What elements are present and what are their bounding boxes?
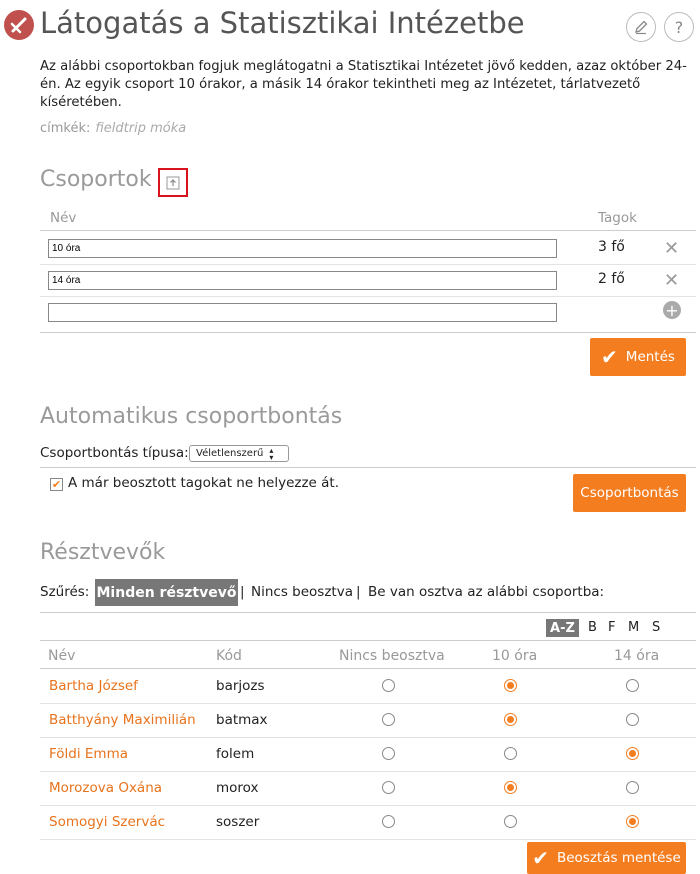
divider xyxy=(40,264,696,265)
radio-unassigned[interactable] xyxy=(382,713,395,726)
divider xyxy=(40,771,696,772)
page-title: Látogatás a Statisztikai Intézetbe xyxy=(40,6,525,40)
radio-group-14[interactable] xyxy=(626,747,639,760)
delete-group-icon[interactable]: ✕ xyxy=(664,238,680,259)
groups-col-name: Név xyxy=(50,210,77,226)
radio-group-14[interactable] xyxy=(626,713,639,726)
group-name-input-1[interactable] xyxy=(48,239,557,258)
divider xyxy=(40,612,696,613)
divider xyxy=(40,467,696,468)
divider xyxy=(40,230,696,231)
radio-group-10[interactable] xyxy=(504,781,517,794)
edit-button[interactable] xyxy=(626,12,656,42)
upload-icon xyxy=(166,176,180,190)
participant-code: folem xyxy=(216,746,255,762)
participant-name-link[interactable]: Somogyi Szervác xyxy=(49,814,166,830)
sort-az-button[interactable]: A-Z xyxy=(546,619,579,637)
radio-group-10[interactable] xyxy=(504,747,517,760)
new-group-input[interactable] xyxy=(48,303,557,322)
groups-col-members: Tagok xyxy=(598,210,637,226)
page-description: Az alábbi csoportokban fogjuk meglátogatni a Statisztikai Intézetet jövő kedden, azaz október 24-én. Az egyik csoport 10 órakor, a másik 14 órakor tekintheti meg az Intézetet, tárlatvezető kíséretében. xyxy=(40,59,687,110)
tags-value[interactable]: fieldtrip móka xyxy=(95,121,187,136)
filter-sep: | xyxy=(240,584,245,600)
radio-unassigned[interactable] xyxy=(382,747,395,760)
save-groups-button[interactable] xyxy=(590,338,686,376)
participant-code: batmax xyxy=(216,712,268,728)
radio-group-10[interactable] xyxy=(504,815,517,828)
grouping-type-select[interactable] xyxy=(189,445,289,462)
radio-group-14[interactable] xyxy=(626,679,639,692)
group-members-1: 3 fő xyxy=(598,239,625,255)
filter-all-button[interactable]: Minden résztvevő xyxy=(95,579,238,606)
divider xyxy=(40,296,696,297)
radio-group-14[interactable] xyxy=(626,815,639,828)
participant-name-link[interactable]: Batthyány Maximilián xyxy=(49,712,196,728)
grouping-type-label: Csoportbontás típusa: xyxy=(40,445,189,461)
radio-unassigned[interactable] xyxy=(382,679,395,692)
col-unassigned: Nincs beosztva xyxy=(339,648,445,664)
participant-name-link[interactable]: Morozova Oxána xyxy=(49,780,163,796)
save-assignment-button[interactable] xyxy=(527,842,686,874)
select-arrows-icon: ▴ ▾ xyxy=(269,445,274,462)
sort-s-button[interactable]: S xyxy=(652,620,661,635)
filter-unassigned-link[interactable]: Nincs beosztva xyxy=(251,584,353,600)
sort-f-button[interactable]: F xyxy=(608,620,616,635)
col-code: Kód xyxy=(216,648,242,664)
grouping-type-value: Véletlenszerű xyxy=(196,448,264,459)
tags-label: címkék: xyxy=(40,121,91,136)
participant-name-link[interactable]: Földi Emma xyxy=(49,746,129,762)
help-icon: ? xyxy=(674,17,684,37)
col-group-14: 14 óra xyxy=(614,648,660,664)
col-name: Név xyxy=(48,648,76,664)
participant-name-link[interactable]: Bartha József xyxy=(49,678,138,694)
save-groups-label: Mentés xyxy=(625,349,675,365)
checkmark-icon: ✔ xyxy=(51,478,62,491)
participants-title: Résztvevők xyxy=(40,540,166,565)
filter-sep: | xyxy=(356,584,361,600)
add-group-icon[interactable]: + xyxy=(663,301,681,319)
divider xyxy=(40,839,696,840)
upload-button[interactable] xyxy=(158,168,188,197)
radio-group-10[interactable] xyxy=(504,713,517,726)
delete-group-icon[interactable]: ✕ xyxy=(664,270,680,291)
check-icon: ✔ xyxy=(532,846,549,870)
divider xyxy=(40,737,696,738)
pencil-icon xyxy=(633,19,649,35)
divider xyxy=(40,805,696,806)
radio-group-14[interactable] xyxy=(626,781,639,794)
participant-code: barjozs xyxy=(216,678,265,694)
app-logo-icon xyxy=(4,10,34,40)
col-group-10: 10 óra xyxy=(492,648,538,664)
check-icon: ✔ xyxy=(601,345,618,369)
participant-code: soszer xyxy=(216,814,260,830)
participant-code: morox xyxy=(216,780,259,796)
save-assignment-label: Beosztás mentése xyxy=(556,850,681,866)
keep-assigned-label: A már beosztott tagokat ne helyezze át. xyxy=(68,475,339,491)
radio-group-10[interactable] xyxy=(504,679,517,692)
divider xyxy=(40,640,696,641)
auto-group-button[interactable]: Csoportbontás xyxy=(573,474,686,512)
auto-grouping-title: Automatikus csoportbontás xyxy=(40,404,343,429)
filter-assigned-link[interactable]: Be van osztva az alábbi csoportba: xyxy=(368,584,605,600)
radio-unassigned[interactable] xyxy=(382,815,395,828)
filter-label: Szűrés: xyxy=(40,584,90,600)
sort-m-button[interactable]: M xyxy=(628,620,640,635)
help-button[interactable] xyxy=(664,12,694,42)
divider xyxy=(40,332,696,333)
divider xyxy=(40,703,696,704)
keep-assigned-checkbox[interactable] xyxy=(50,478,63,491)
radio-unassigned[interactable] xyxy=(382,781,395,794)
group-members-2: 2 fő xyxy=(598,271,625,287)
group-name-input-2[interactable] xyxy=(48,271,557,290)
tags xyxy=(40,121,186,136)
divider xyxy=(40,668,696,669)
sort-b-button[interactable]: B xyxy=(588,620,597,635)
groups-title: Csoportok xyxy=(40,167,152,192)
